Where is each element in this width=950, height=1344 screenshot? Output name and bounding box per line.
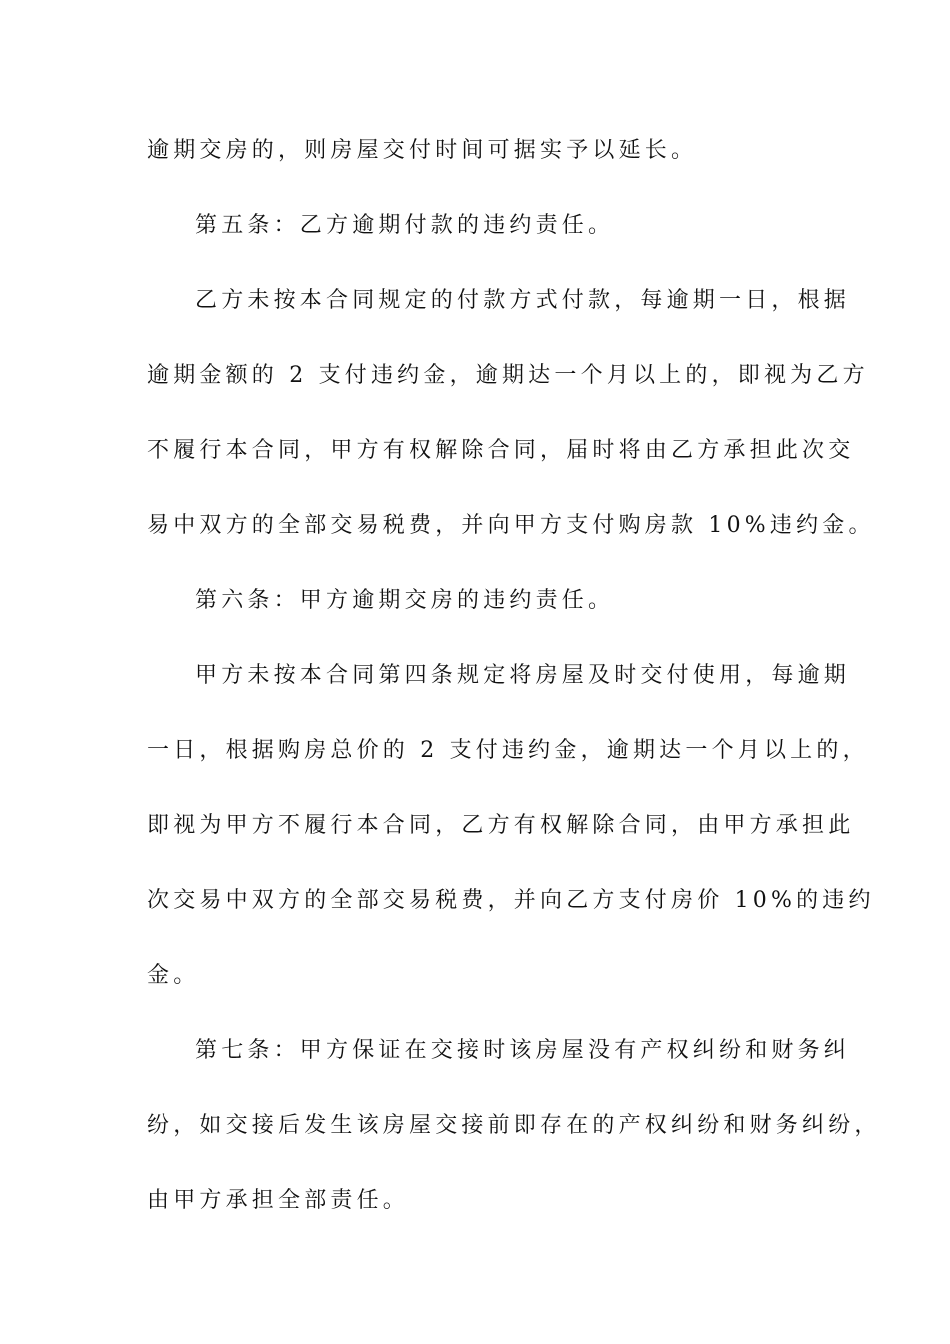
text-line-5: 不履行本合同，甲方有权解除合同，届时将由乙方承担此次交 — [147, 438, 855, 463]
article-7-line-3: 由甲方承担全部责任。 — [147, 1188, 410, 1213]
text-line-11: 次交易中双方的全部交易税费，并向乙方支付房价 10%的违约 — [147, 888, 875, 913]
article-7-line-1: 第七条：甲方保证在交接时该房屋没有产权纠纷和财务纠 — [195, 1038, 851, 1063]
article-5-heading: 第五条：乙方逾期付款的违约责任。 — [195, 213, 615, 238]
text-line-6: 易中双方的全部交易税费，并向甲方支付购房款 10%违约金。 — [147, 513, 875, 538]
text-line-12: 金。 — [147, 963, 200, 988]
text-line-4: 逾期金额的 2 支付违约金，逾期达一个月以上的，即视为乙方 — [147, 363, 869, 388]
text-line-3: 乙方未按本合同规定的付款方式付款，每逾期一日，根据 — [195, 288, 851, 313]
text-line-10: 即视为甲方不履行本合同，乙方有权解除合同，由甲方承担此 — [147, 813, 855, 838]
text-line-9: 一日，根据购房总价的 2 支付违约金，逾期达一个月以上的， — [147, 738, 869, 763]
text-line-1: 逾期交房的，则房屋交付时间可据实予以延长。 — [147, 138, 698, 163]
text-line-8: 甲方未按本合同第四条规定将房屋及时交付使用，每逾期 — [195, 663, 851, 688]
article-6-heading: 第六条：甲方逾期交房的违约责任。 — [195, 588, 615, 613]
article-7-line-2: 纷，如交接后发生该房屋交接前即存在的产权纠纷和财务纠纷， — [147, 1113, 881, 1138]
